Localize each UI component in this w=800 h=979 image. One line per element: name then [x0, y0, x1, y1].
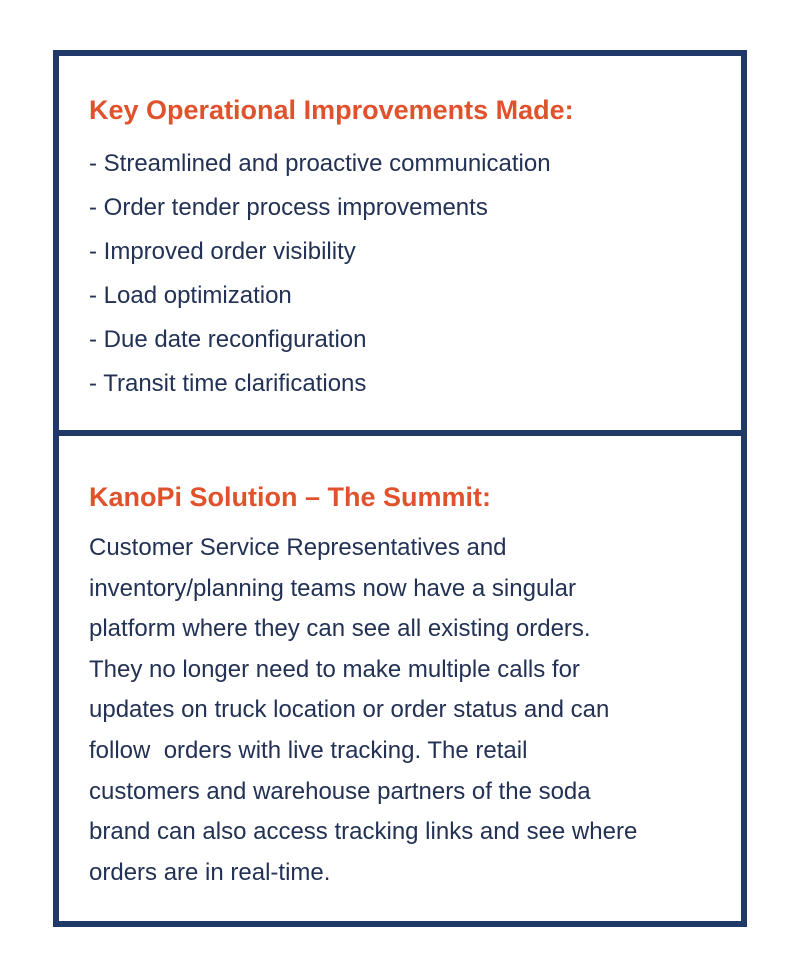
solution-text-line: brand can also access tracking links and see where: [89, 818, 638, 846]
improvement-item: - Due date reconfiguration: [89, 326, 367, 353]
solution-heading: KanoPi Solution – The Summit:: [89, 482, 492, 512]
solution-text-line: Customer Service Representatives and: [89, 534, 507, 561]
solution-text-line: customers and warehouse partners of the soda: [89, 777, 591, 805]
solution-text-line: platform where they can see all existing orders.: [89, 615, 591, 643]
improvement-item: - Load optimization: [89, 282, 292, 309]
solution-text-line: They no longer need to make multiple calls for: [89, 655, 580, 683]
improvement-item: - Streamlined and proactive communication: [89, 150, 551, 177]
improvement-item: - Transit time clarifications: [89, 370, 367, 397]
improvements-list: [89, 142, 551, 406]
improvement-item: - Order tender process improvements: [89, 194, 488, 221]
solution-panel: [53, 430, 747, 927]
improvement-item: - Improved order visibility: [89, 238, 356, 265]
solution-description: [89, 528, 719, 893]
solution-text-line: follow orders with live tracking. The retail: [89, 736, 528, 764]
improvements-heading: Key Operational Improvements Made:: [89, 95, 574, 125]
improvements-panel: [53, 50, 747, 436]
solution-text-line: updates on truck location or order status and can: [89, 696, 610, 724]
solution-text-line: orders are in real-time.: [89, 858, 331, 886]
solution-text-line: inventory/planning teams now have a singular: [89, 574, 576, 602]
